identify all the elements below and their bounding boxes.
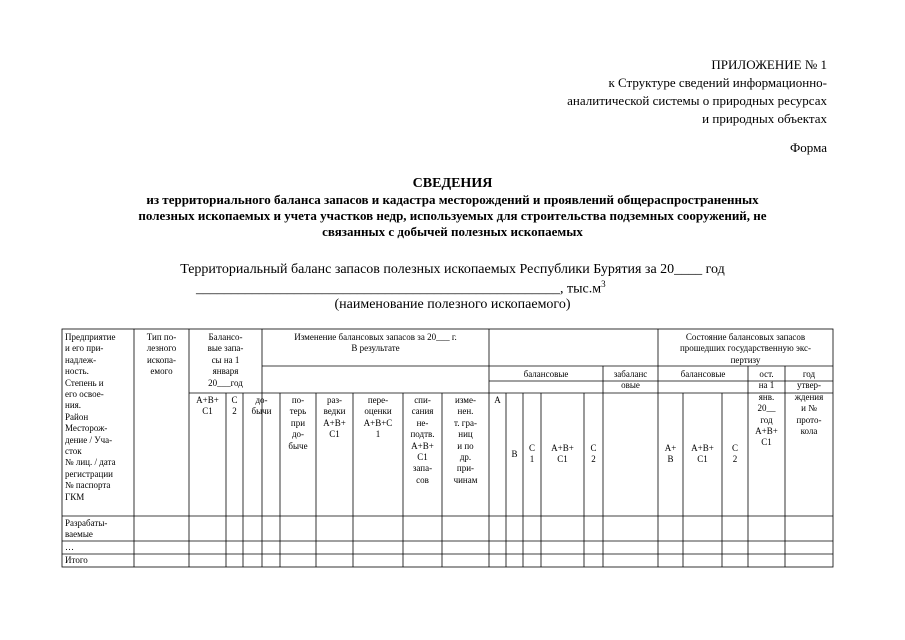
appendix-line: аналитической системы о природных ресурсах — [567, 93, 827, 108]
header-reserve-changes: Изменение балансовых запасов за 20___ г. В результате — [294, 332, 457, 354]
header-abc1: А+В+ С1 — [196, 395, 219, 417]
appendix-line: и природных объектах — [702, 111, 827, 126]
header-reserve-state: Состояние балансовых запасов прошедших государственную экс- пертизу — [679, 332, 811, 365]
unit-label: , тыс.м — [560, 281, 602, 297]
title-line: полезных ископаемых и учета участков недр, используемых для строительства подземных сооружений, не — [138, 208, 767, 223]
header-balansovye: балансовые — [523, 369, 569, 379]
subtitle-line: Территориальный баланс запасов полезных ископаемых Республики Бурятия за 20____ год — [180, 262, 725, 277]
mineral-name-caption: (наименование полезного ископаемого) — [334, 297, 571, 312]
header-write-off: спи- сания не- подтв. А+В+ С1 запа- сов — [410, 395, 435, 485]
header-remainder: ост. на 1 янв. 20__ год А+В+ С1 — [755, 369, 778, 448]
header-cat-abc1: А+В+ С1 — [551, 443, 574, 465]
header-approval-year: год утвер- ждения и № прото- кола — [794, 369, 824, 437]
appendix-number: ПРИЛОЖЕНИЕ № 1 — [711, 57, 827, 72]
row-label-ellipsis: … — [65, 542, 74, 552]
mineral-name-blank: ____________________________________________________ — [196, 281, 560, 297]
header-exploration: раз- ведки А+В+ С1 — [323, 395, 346, 440]
header-cat-c2: С 2 — [590, 443, 597, 465]
form-label: Форма — [790, 140, 827, 155]
header-revaluation: пере- оценки А+В+С 1 — [363, 395, 393, 440]
appendix-line: к Структуре сведений информационно- — [608, 75, 827, 90]
header-boundary-change: изме- нен. т. гра- ниц и по др. при- чинам — [453, 395, 478, 485]
header-balansovye-state: балансовые — [680, 369, 726, 379]
header-cat-c1: С 1 — [528, 443, 535, 465]
row-label-total: Итого — [65, 555, 88, 565]
header-losses: по- терь при до- быче — [288, 395, 308, 451]
title-line: связанных с добычей полезных ископаемых — [322, 224, 583, 239]
header-balance-reserves: Балансо- вые запа- сы на 1 января 20___год — [207, 332, 244, 388]
header-cat-b: В — [511, 449, 518, 459]
header-c2: С 2 — [231, 395, 238, 417]
header-state-abc1: А+В+ С1 — [691, 443, 714, 465]
row-label-developed: Разрабаты- ваемые — [65, 518, 108, 540]
header-zabalansovye: забаланс овые — [613, 369, 648, 391]
header-enterprise: Предприятие и его при- надлеж- ность. Степень и его освое- ния. Район Месторож- дение / Уча- сток № лиц. / дата регистрации № паспорта ГКМ — [65, 332, 116, 502]
header-state-ab: А+ В — [664, 443, 677, 465]
header-production: до- бычи — [251, 395, 272, 417]
header-mineral-type: Тип по- лезного ископа- емого — [146, 332, 177, 377]
unit-superscript: 3 — [601, 279, 606, 289]
title-line: из территориального баланса запасов и кадастра месторождений и проявлений общераспространенных — [146, 192, 759, 207]
header-state-c2: С 2 — [731, 443, 738, 465]
header-cat-a: А — [494, 395, 501, 405]
title-heading: СВЕДЕНИЯ — [412, 176, 493, 191]
